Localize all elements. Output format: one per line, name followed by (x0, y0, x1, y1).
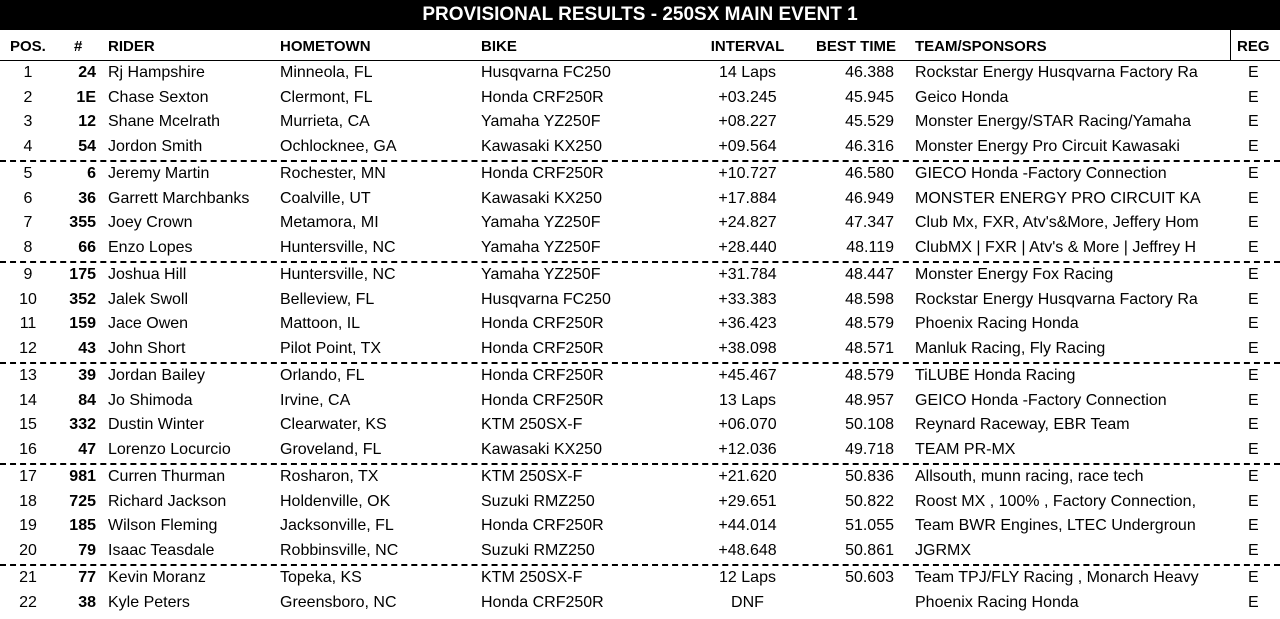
cell-team: Rockstar Energy Husqvarna Factory Ra (915, 64, 1198, 81)
header-bike: BIKE (481, 38, 517, 55)
cell-hometown: Minneola, FL (280, 64, 373, 81)
cell-bike: Honda CRF250R (481, 165, 604, 182)
cell-bike: Suzuki RMZ250 (481, 492, 595, 510)
cell-best-time: 50.603 (845, 569, 894, 586)
cell-pos: 2 (23, 88, 33, 106)
table-row (0, 110, 1280, 134)
cell-pos: 6 (23, 189, 33, 207)
cell-interval: 13 Laps (719, 391, 776, 409)
cell-interval: 12 Laps (719, 569, 776, 586)
cell-number: 54 (78, 137, 96, 155)
cell-interval: +44.014 (718, 517, 777, 534)
cell-rider: Joey Crown (108, 214, 193, 231)
cell-best-time: 46.388 (845, 64, 894, 81)
cell-bike: KTM 250SX-F (481, 416, 583, 433)
table-row (0, 566, 1280, 590)
cell-reg: E (1248, 468, 1259, 485)
cell-rider: Lorenzo Locurcio (108, 440, 231, 458)
cell-team: Monster Energy Pro Circuit Kawasaki (915, 137, 1180, 155)
cell-bike: KTM 250SX-F (481, 468, 583, 485)
cell-bike: Honda CRF250R (481, 367, 604, 384)
cell-best-time: 51.055 (845, 517, 894, 534)
cell-reg: E (1248, 517, 1259, 534)
cell-interval: +06.070 (718, 416, 777, 433)
header-reg: REG (1237, 38, 1270, 55)
header-pos: POS. (10, 38, 46, 55)
cell-hometown: Ochlocknee, GA (280, 137, 397, 155)
cell-interval: +10.727 (718, 165, 777, 182)
cell-best-time: 48.579 (845, 315, 894, 332)
cell-bike: KTM 250SX-F (481, 569, 583, 586)
cell-bike: Yamaha YZ250F (481, 266, 601, 283)
cell-bike: Honda CRF250R (481, 593, 604, 611)
cell-number: 6 (87, 165, 96, 182)
cell-pos: 15 (19, 416, 37, 433)
cell-rider: Chase Sexton (108, 88, 209, 106)
cell-hometown: Robbinsville, NC (280, 541, 399, 559)
cell-rider: Enzo Lopes (108, 238, 193, 256)
cell-bike: Honda CRF250R (481, 315, 604, 332)
cell-best-time: 50.108 (845, 416, 894, 433)
cell-pos: 20 (19, 541, 37, 559)
cell-bike: Kawasaki KX250 (481, 189, 602, 207)
cell-hometown: Groveland, FL (280, 440, 382, 458)
cell-team: GIECO Honda -Factory Connection (915, 165, 1167, 182)
cell-rider: Isaac Teasdale (108, 541, 215, 559)
cell-interval: +03.245 (718, 88, 777, 106)
cell-reg: E (1248, 391, 1259, 409)
header-column-divider (1230, 30, 1231, 60)
cell-interval: 14 Laps (719, 64, 776, 81)
cell-best-time: 48.957 (845, 391, 894, 409)
cell-rider: Kevin Moranz (108, 569, 206, 586)
cell-interval: +29.651 (718, 492, 777, 510)
table-row (0, 236, 1280, 260)
cell-number: 77 (78, 569, 96, 586)
cell-pos: 21 (19, 569, 37, 586)
cell-hometown: Jacksonville, FL (280, 517, 394, 534)
cell-bike: Kawasaki KX250 (481, 440, 602, 458)
cell-reg: E (1248, 88, 1259, 106)
cell-best-time: 48.119 (846, 238, 894, 256)
cell-reg: E (1248, 492, 1259, 510)
cell-team: Monster Energy/STAR Racing/Yamaha (915, 113, 1191, 130)
header-number: # (74, 38, 83, 55)
cell-hometown: Irvine, CA (280, 391, 351, 409)
cell-pos: 7 (23, 214, 33, 231)
cell-rider: Jordon Smith (108, 137, 203, 155)
cell-hometown: Metamora, MI (280, 214, 379, 231)
table-row (0, 211, 1280, 235)
cell-pos: 11 (19, 315, 37, 332)
cell-number: 38 (78, 593, 96, 611)
cell-rider: Shane Mcelrath (108, 113, 221, 130)
cell-interval: +24.827 (718, 214, 777, 231)
table-row (0, 413, 1280, 437)
table-row (0, 591, 1280, 615)
cell-reg: E (1248, 214, 1259, 231)
cell-pos: 1 (23, 64, 33, 81)
cell-number: 981 (69, 468, 96, 485)
cell-pos: 3 (23, 113, 33, 130)
cell-best-time: 50.822 (845, 492, 894, 510)
table-row (0, 364, 1280, 388)
cell-reg: E (1248, 266, 1259, 283)
table-row (0, 465, 1280, 489)
cell-team: Roost MX , 100% , Factory Connection, (915, 492, 1197, 510)
cell-bike: Husqvarna FC250 (481, 290, 611, 308)
cell-team: GEICO Honda -Factory Connection (915, 391, 1167, 409)
header-interval: INTERVAL (710, 38, 785, 55)
cell-team: Manluk Racing, Fly Racing (915, 339, 1106, 357)
cell-bike: Suzuki RMZ250 (481, 541, 595, 559)
table-header (0, 37, 1280, 57)
cell-bike: Husqvarna FC250 (481, 64, 611, 81)
cell-best-time: 45.945 (845, 88, 894, 106)
cell-hometown: Clermont, FL (280, 88, 373, 106)
table-row (0, 187, 1280, 211)
cell-bike: Honda CRF250R (481, 88, 604, 106)
cell-team: Reynard Raceway, EBR Team (915, 416, 1130, 433)
cell-rider: Jace Owen (108, 315, 189, 332)
cell-number: 66 (78, 238, 96, 256)
cell-number: 84 (78, 391, 96, 409)
cell-team: Phoenix Racing Honda (915, 593, 1079, 611)
cell-pos: 10 (19, 290, 37, 308)
table-row (0, 438, 1280, 462)
cell-best-time: 46.316 (845, 137, 894, 155)
cell-best-time: 49.718 (845, 440, 894, 458)
cell-bike: Honda CRF250R (481, 391, 604, 409)
cell-team: MONSTER ENERGY PRO CIRCUIT KA (915, 189, 1201, 207)
cell-rider: Kyle Peters (108, 593, 190, 611)
cell-reg: E (1248, 315, 1259, 332)
cell-reg: E (1248, 64, 1259, 81)
cell-hometown: Murrieta, CA (280, 113, 370, 130)
cell-rider: Curren Thurman (108, 468, 226, 485)
table-row (0, 288, 1280, 312)
cell-number: 185 (69, 517, 96, 534)
cell-number: 332 (69, 416, 96, 433)
cell-team: Team BWR Engines, LTEC Undergroun (915, 517, 1196, 534)
cell-team: Phoenix Racing Honda (915, 315, 1079, 332)
cell-best-time: 45.529 (845, 113, 894, 130)
table-row (0, 86, 1280, 110)
cell-pos: 12 (19, 339, 37, 357)
cell-team: TEAM PR-MX (915, 440, 1016, 458)
cell-bike: Yamaha YZ250F (481, 113, 601, 130)
cell-hometown: Mattoon, IL (280, 315, 361, 332)
cell-hometown: Rosharon, TX (280, 468, 379, 485)
cell-pos: 16 (19, 440, 37, 458)
cell-reg: E (1248, 290, 1259, 308)
cell-interval: +08.227 (718, 113, 777, 130)
cell-number: 47 (78, 440, 96, 458)
table-row (0, 135, 1280, 159)
cell-number: 355 (69, 214, 96, 231)
cell-pos: 17 (19, 468, 37, 485)
table-row (0, 337, 1280, 361)
cell-bike: Yamaha YZ250F (481, 214, 601, 231)
cell-team: Rockstar Energy Husqvarna Factory Ra (915, 290, 1198, 308)
cell-hometown: Pilot Point, TX (280, 339, 382, 357)
cell-interval: +21.620 (718, 468, 777, 485)
cell-hometown: Belleview, FL (280, 290, 375, 308)
cell-interval: +45.467 (718, 367, 777, 384)
cell-bike: Kawasaki KX250 (481, 137, 602, 155)
cell-pos: 19 (19, 517, 37, 534)
cell-number: 36 (78, 189, 96, 207)
page-title: PROVISIONAL RESULTS - 250SX MAIN EVENT 1 (0, 0, 1280, 30)
cell-reg: E (1248, 137, 1259, 155)
cell-team: Team TPJ/FLY Racing , Monarch Heavy (915, 569, 1199, 586)
cell-bike: Yamaha YZ250F (481, 238, 601, 256)
cell-interval: +28.440 (718, 238, 777, 256)
cell-interval: +31.784 (718, 266, 777, 283)
cell-hometown: Orlando, FL (280, 367, 365, 384)
table-row (0, 61, 1280, 85)
cell-reg: E (1248, 165, 1259, 182)
cell-best-time: 48.571 (845, 339, 894, 357)
cell-hometown: Holdenville, OK (280, 492, 391, 510)
header-best-time: BEST TIME (816, 38, 897, 55)
cell-pos: 18 (19, 492, 37, 510)
cell-reg: E (1248, 416, 1259, 433)
cell-interval: +38.098 (718, 339, 777, 357)
cell-best-time: 46.949 (845, 189, 894, 207)
table-row (0, 162, 1280, 186)
cell-team: TiLUBE Honda Racing (915, 367, 1076, 384)
cell-best-time: 50.836 (845, 468, 894, 485)
cell-interval: +36.423 (718, 315, 777, 332)
cell-number: 79 (78, 541, 96, 559)
cell-rider: Wilson Fleming (108, 517, 218, 534)
cell-team: Geico Honda (915, 88, 1009, 106)
cell-best-time: 46.580 (845, 165, 894, 182)
table-row (0, 539, 1280, 563)
cell-rider: Jordan Bailey (108, 367, 205, 384)
cell-team: ClubMX | FXR | Atv's & More | Jeffrey H (915, 238, 1197, 256)
cell-pos: 4 (23, 137, 33, 155)
cell-best-time: 48.447 (845, 266, 894, 283)
cell-rider: Jeremy Martin (108, 165, 210, 182)
cell-rider: John Short (108, 339, 186, 357)
cell-reg: E (1248, 440, 1259, 458)
cell-number: 1E (76, 88, 96, 106)
cell-pos: 13 (19, 367, 37, 384)
cell-pos: 9 (23, 266, 33, 283)
cell-team: Club Mx, FXR, Atv's&More, Jeffery Hom (915, 214, 1199, 231)
cell-team: Allsouth, munn racing, race tech (915, 468, 1144, 485)
cell-best-time: 47.347 (845, 214, 894, 231)
cell-bike: Honda CRF250R (481, 339, 604, 357)
cell-rider: Jo Shimoda (108, 391, 193, 409)
cell-best-time: 48.598 (845, 290, 894, 308)
cell-bike: Honda CRF250R (481, 517, 604, 534)
cell-rider: Jalek Swoll (108, 290, 189, 308)
cell-team: Monster Energy Fox Racing (915, 266, 1114, 283)
cell-interval: +48.648 (718, 541, 777, 559)
cell-number: 39 (78, 367, 96, 384)
table-row (0, 389, 1280, 413)
cell-reg: E (1248, 541, 1259, 559)
header-rider: RIDER (108, 38, 155, 55)
cell-pos: 5 (23, 165, 33, 182)
cell-number: 725 (69, 492, 96, 510)
cell-interval: +09.564 (718, 137, 777, 155)
cell-pos: 14 (19, 391, 37, 409)
cell-reg: E (1248, 593, 1259, 611)
cell-team: JGRMX (915, 541, 971, 559)
cell-hometown: Topeka, KS (280, 569, 362, 586)
cell-hometown: Greensboro, NC (280, 593, 397, 611)
cell-number: 24 (78, 64, 96, 81)
cell-hometown: Huntersville, NC (280, 238, 396, 256)
cell-reg: E (1248, 569, 1259, 586)
cell-best-time: 50.861 (845, 541, 894, 559)
cell-hometown: Coalville, UT (280, 189, 371, 207)
cell-hometown: Huntersville, NC (280, 266, 396, 283)
header-hometown: HOMETOWN (280, 38, 371, 55)
cell-interval: DNF (731, 593, 764, 611)
cell-reg: E (1248, 189, 1259, 207)
cell-interval: +12.036 (718, 440, 777, 458)
cell-reg: E (1248, 238, 1259, 256)
header-team: TEAM/SPONSORS (915, 38, 1047, 55)
cell-number: 175 (69, 266, 96, 283)
cell-number: 159 (69, 315, 96, 332)
cell-number: 12 (78, 113, 96, 130)
table-row (0, 312, 1280, 336)
cell-rider: Richard Jackson (108, 492, 227, 510)
table-row (0, 490, 1280, 514)
cell-rider: Dustin Winter (108, 416, 205, 433)
cell-rider: Rj Hampshire (108, 64, 205, 81)
cell-reg: E (1248, 367, 1259, 384)
cell-reg: E (1248, 339, 1259, 357)
cell-number: 43 (78, 339, 96, 357)
cell-pos: 8 (23, 238, 33, 256)
cell-rider: Garrett Marchbanks (108, 189, 250, 207)
cell-interval: +17.884 (718, 189, 777, 207)
cell-number: 352 (69, 290, 96, 308)
cell-best-time: 48.579 (845, 367, 894, 384)
table-row (0, 514, 1280, 538)
cell-hometown: Clearwater, KS (280, 416, 387, 433)
cell-rider: Joshua Hill (108, 266, 187, 283)
cell-interval: +33.383 (718, 290, 777, 308)
cell-pos: 22 (19, 593, 37, 611)
cell-hometown: Rochester, MN (280, 165, 386, 182)
table-row (0, 263, 1280, 287)
cell-reg: E (1248, 113, 1259, 130)
